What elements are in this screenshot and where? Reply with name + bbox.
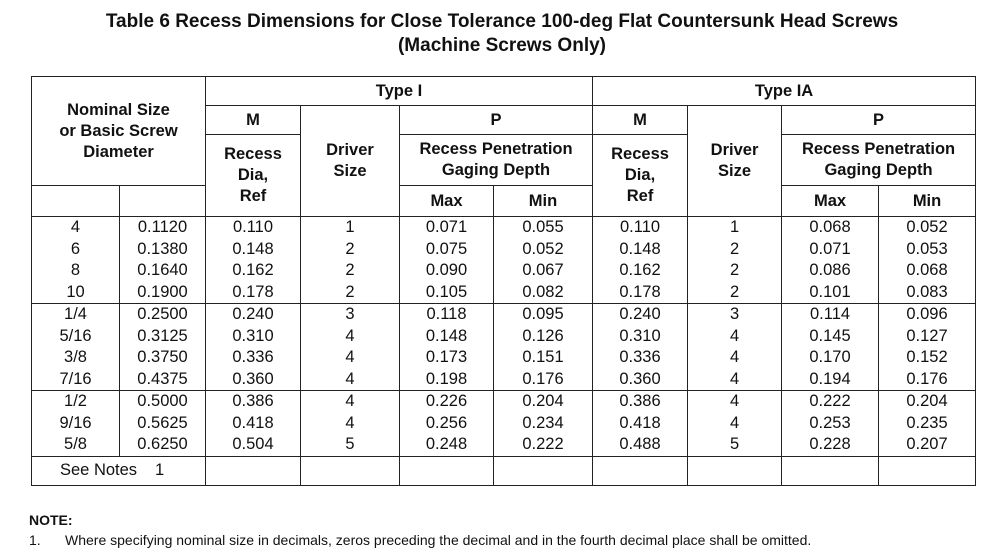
cell-t1-m	[206, 304, 301, 391]
cell-t1a-min	[879, 304, 976, 391]
nominal-size-header: Nominal Size or Basic Screw Diameter	[32, 77, 206, 186]
type-ia-p-header: P	[782, 106, 976, 135]
recess-dimensions-table	[31, 76, 976, 486]
cell-value: 0.052	[522, 239, 564, 258]
cell-t1-max	[400, 217, 494, 304]
type-ia-min-header: Min	[879, 186, 976, 217]
cell-value: 0.068	[809, 218, 851, 236]
cell-value: 0.145	[809, 326, 851, 345]
cell-value: 0.071	[809, 239, 851, 258]
cell-value: 2	[729, 282, 740, 301]
type-ia-recess-dia-header: Recess Dia, Ref	[593, 135, 688, 217]
cell-value: 0.256	[425, 413, 468, 432]
table-title-line1: Table 6 Recess Dimensions for Close Tolerance 100-deg Flat Countersunk Head Screws	[105, 11, 899, 32]
cell-value: 0.1900	[137, 282, 188, 301]
cell-value: 0.176	[522, 369, 564, 388]
cell-value: 4	[729, 326, 740, 345]
cell-value: 0.095	[522, 305, 564, 323]
cell-t1a-min	[879, 391, 976, 457]
cell-value: 0.248	[425, 435, 468, 453]
cell-value: 4	[729, 392, 740, 410]
cell-value: 0.253	[809, 413, 851, 432]
cell-value: 0.5000	[137, 392, 188, 410]
cell-value: 0.068	[906, 261, 948, 279]
cell-t1-driver	[301, 304, 400, 391]
cell-value: 4	[345, 326, 355, 345]
note-body: Where specifying nominal size in decimals, zeros preceding the decimal and in the fourth decimal place shall be omitted.	[65, 532, 812, 548]
cell-value: 2	[345, 261, 355, 279]
cell-value: 0.3750	[137, 348, 188, 366]
cell-t1-m	[206, 391, 301, 457]
type-i-m-header: M	[206, 106, 301, 135]
see-notes-label: See Notes	[60, 461, 138, 479]
cell-value: 0.234	[522, 413, 564, 432]
cell-value: 0.336	[232, 348, 274, 366]
cell-t1a-driver	[688, 304, 782, 391]
cell-t1-min	[494, 391, 593, 457]
cell-value: 4	[345, 392, 355, 410]
cell-value: 0.240	[619, 305, 661, 323]
type-i-driver-size-header: Driver Size	[301, 106, 400, 217]
cell-value: 3	[729, 305, 740, 323]
cell-value: 0.126	[522, 326, 564, 345]
cell-value: 0.222	[522, 435, 564, 453]
cell-t1a-driver	[688, 217, 782, 304]
cell-value: 0.360	[619, 369, 661, 388]
type-ia-driver-size-header: Driver Size	[688, 106, 782, 217]
cell-t1-min	[494, 304, 593, 391]
cell-value: 4	[345, 369, 355, 388]
see-notes-ref: 1	[155, 461, 165, 479]
cell-value: 0.148	[425, 326, 468, 345]
cell-value: 0.235	[906, 413, 948, 432]
cell-value: 0.240	[232, 305, 274, 323]
cell-value: 0.090	[425, 261, 468, 279]
cell-value: 9/16	[59, 413, 92, 432]
type-ia-m-header: M	[593, 106, 688, 135]
cell-t1-max	[400, 391, 494, 457]
cell-t1a-min	[879, 217, 976, 304]
cell-value: 7/16	[59, 369, 92, 388]
cell-value: 0.082	[522, 282, 564, 301]
cell-value: 0.204	[522, 392, 564, 410]
cell-value: 0.105	[425, 282, 468, 301]
cell-value: 0.151	[522, 348, 564, 366]
cell-value: 0.1380	[137, 239, 188, 258]
type-ia-header: Type IA	[593, 77, 976, 106]
cell-value: 0.488	[619, 435, 661, 453]
cell-value: 0.310	[232, 326, 274, 345]
cell-value: 4	[345, 413, 355, 432]
cell-value: 4	[70, 218, 81, 236]
table-row-group	[32, 304, 976, 391]
cell-value: 0.5625	[137, 413, 188, 432]
cell-value: 0.176	[906, 369, 948, 388]
cell-value: 1/2	[64, 392, 87, 410]
cell-value: 0.204	[906, 392, 948, 410]
type-i-recess-penetration-header: Recess Penetration Gaging Depth	[400, 135, 593, 186]
cell-value: 0.118	[426, 305, 467, 323]
cell-value: 4	[729, 348, 740, 366]
type-i-max-header: Max	[400, 186, 494, 217]
cell-value: 0.152	[906, 348, 948, 366]
cell-value: 1/4	[64, 305, 87, 323]
cell-t1a-m	[593, 304, 688, 391]
cell-t1a-m	[593, 217, 688, 304]
cell-value: 0.067	[522, 261, 564, 279]
cell-value: 6	[70, 239, 81, 258]
cell-value: 2	[345, 239, 355, 258]
table-row-group	[32, 391, 976, 457]
cell-value: 4	[729, 369, 740, 388]
cell-basic	[120, 391, 206, 457]
cell-value: 0.336	[619, 348, 661, 366]
table-title-line2: (Machine Screws Only)	[397, 35, 606, 56]
cell-t1-min	[494, 217, 593, 304]
cell-value: 5/16	[59, 326, 92, 345]
cell-nominal	[32, 304, 120, 391]
cell-value: 0.148	[619, 239, 661, 258]
cell-value: 0.360	[232, 369, 274, 388]
cell-value: 1	[729, 218, 740, 236]
cell-t1-driver	[301, 391, 400, 457]
cell-value: 0.110	[619, 218, 661, 236]
cell-value: 0.075	[425, 239, 468, 258]
cell-value: 0.071	[425, 218, 468, 236]
cell-value: 0.418	[619, 413, 661, 432]
type-ia-max-header: Max	[782, 186, 879, 217]
cell-value: 0.207	[906, 435, 948, 453]
see-notes-row	[32, 456, 976, 485]
cell-value: 1	[345, 218, 355, 236]
table-row-group	[32, 217, 976, 304]
cell-value: 0.110	[232, 218, 274, 236]
cell-t1a-m	[593, 391, 688, 457]
cell-value: 4	[345, 348, 355, 366]
cell-value: 5/8	[64, 435, 87, 453]
cell-value: 0.386	[232, 392, 274, 410]
type-i-header: Type I	[206, 77, 593, 106]
cell-value: 0.2500	[137, 305, 188, 323]
cell-value: 3	[345, 305, 355, 323]
cell-value: 0.1120	[137, 218, 188, 236]
cell-value: 0.6250	[137, 435, 188, 453]
cell-value: 0.055	[522, 218, 564, 236]
cell-t1-driver	[301, 217, 400, 304]
cell-t1a-max	[782, 391, 879, 457]
note-text	[29, 532, 811, 548]
table-title	[0, 10, 1004, 58]
cell-value: 0.170	[809, 348, 851, 366]
cell-value: 0.3125	[137, 326, 188, 345]
cell-value: 0.101	[809, 282, 851, 301]
cell-t1a-max	[782, 304, 879, 391]
cell-value: 0.310	[619, 326, 661, 345]
cell-value: 0.386	[619, 392, 661, 410]
cell-value: 2	[345, 282, 355, 301]
see-notes-cell	[32, 456, 206, 485]
cell-t1a-driver	[688, 391, 782, 457]
cell-value: 0.173	[425, 348, 468, 366]
type-ia-recess-penetration-header: Recess Penetration Gaging Depth	[782, 135, 976, 186]
type-i-p-header: P	[400, 106, 593, 135]
cell-nominal	[32, 217, 120, 304]
cell-value: 0.148	[232, 239, 274, 258]
cell-value: 0.114	[809, 305, 851, 323]
cell-value: 0.226	[425, 392, 468, 410]
cell-value: 0.222	[809, 392, 851, 410]
cell-value: 2	[729, 261, 740, 279]
cell-value: 0.127	[906, 326, 948, 345]
cell-value: 0.4375	[137, 369, 188, 388]
cell-value: 0.162	[232, 261, 274, 279]
cell-value: 5	[729, 435, 740, 453]
cell-value: 10	[66, 282, 85, 301]
cell-value: 2	[729, 239, 740, 258]
cell-value: 0.162	[619, 261, 661, 279]
cell-value: 0.198	[425, 369, 468, 388]
cell-t1a-max	[782, 217, 879, 304]
cell-value: 4	[729, 413, 740, 432]
type-i-recess-dia-header: Recess Dia, Ref	[206, 135, 301, 217]
cell-value: 0.086	[809, 261, 851, 279]
type-i-min-header: Min	[494, 186, 593, 217]
cell-basic	[120, 304, 206, 391]
note-number: 1.	[29, 532, 41, 548]
cell-value: 0.083	[906, 282, 948, 301]
cell-value: 8	[70, 261, 81, 279]
nominal-size-subheader-blank	[32, 186, 120, 217]
cell-value: 3/8	[64, 348, 87, 366]
note-heading: NOTE:	[29, 512, 73, 528]
cell-value: 0.178	[232, 282, 274, 301]
cell-value: 0.053	[906, 239, 948, 258]
cell-t1-max	[400, 304, 494, 391]
cell-value: 5	[345, 435, 355, 453]
cell-value: 0.178	[619, 282, 661, 301]
cell-value: 0.228	[809, 435, 851, 453]
cell-value: 0.418	[232, 413, 274, 432]
basic-diameter-subheader-blank	[120, 186, 206, 217]
cell-value: 0.504	[232, 435, 274, 453]
cell-nominal	[32, 391, 120, 457]
cell-basic	[120, 217, 206, 304]
cell-t1-m	[206, 217, 301, 304]
cell-value: 0.194	[809, 369, 851, 388]
cell-value: 0.1640	[137, 261, 188, 279]
cell-value: 0.052	[906, 218, 948, 236]
cell-value: 0.096	[906, 305, 948, 323]
